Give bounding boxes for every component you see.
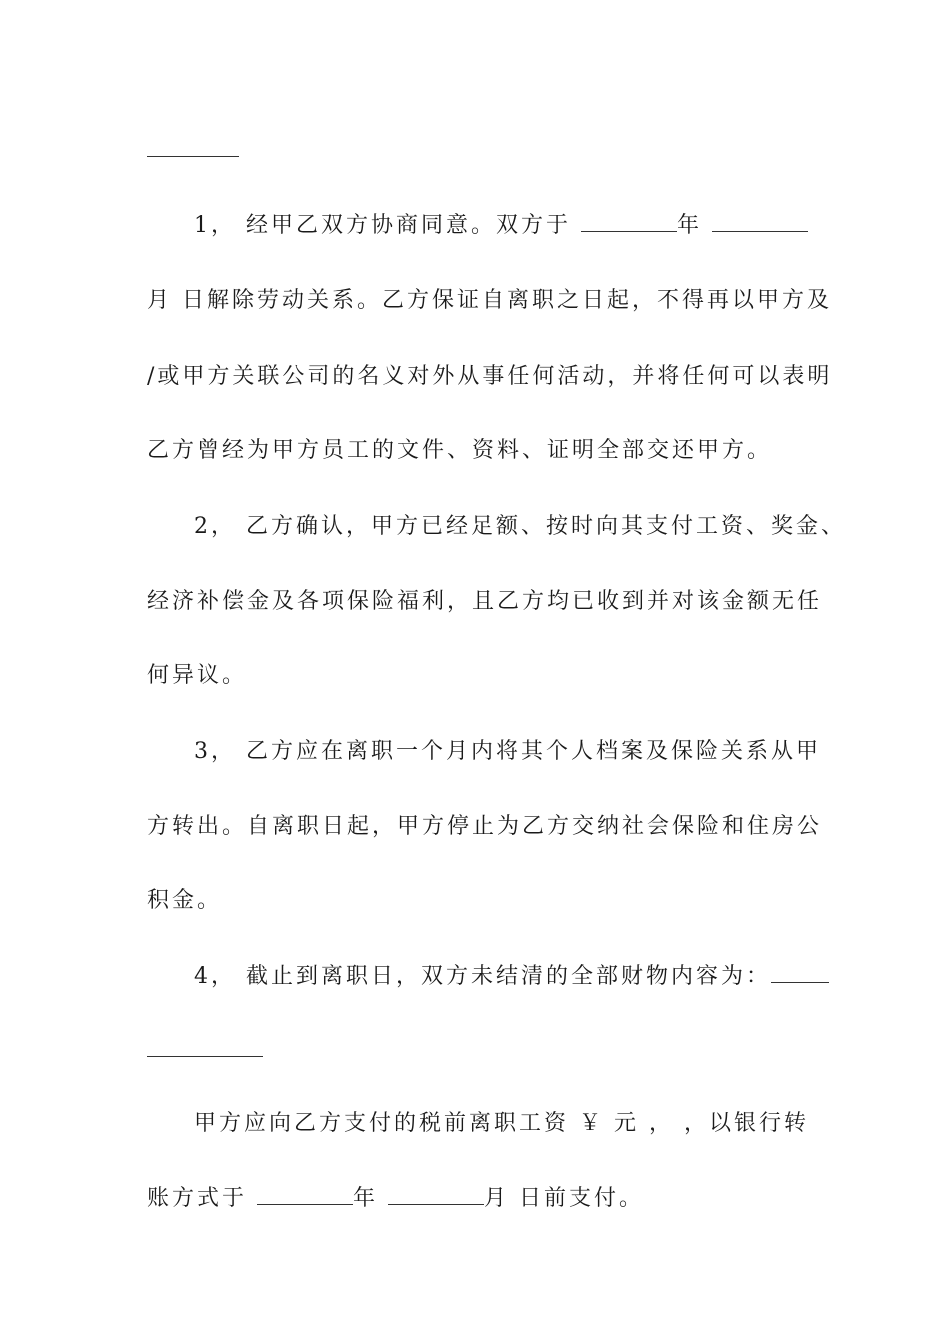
clause-2-line-3: 何异议。 xyxy=(147,663,248,688)
clause-3-line-1: 3， 乙方应在离职一个月内将其个人档案及保险关系从甲 xyxy=(194,739,821,764)
pay-year-blank xyxy=(257,1186,353,1205)
property-blank xyxy=(771,964,829,983)
clause-3-line-2: 方转出。自离职日起，甲方停止为乙方交纳社会保险和住房公 xyxy=(147,814,823,839)
payment-text-a: 账方式于 xyxy=(147,1186,257,1211)
clause-1-line-2: 月 日解除劳动关系。乙方保证自离职之日起，不得再以甲方及 xyxy=(147,288,832,313)
year-label: 年 xyxy=(677,213,712,238)
clause-2-line-1: 2， 乙方确认，甲方已经足额、按时向其支付工资、奖金、 xyxy=(194,514,846,539)
clause-3-line-3: 积金。 xyxy=(147,888,223,913)
blank-line-bottom xyxy=(147,1040,263,1057)
year-blank xyxy=(581,213,677,232)
clause-4-text: 4， 截止到离职日，双方未结清的全部财物内容为： xyxy=(194,964,771,989)
blank-line-top xyxy=(147,140,239,157)
pay-month-blank xyxy=(388,1186,484,1205)
clause-1-line-4: 乙方曾经为甲方员工的文件、资料、证明全部交还甲方。 xyxy=(147,438,773,463)
clause-1-text: 1， 经甲乙双方协商同意。双方于 xyxy=(194,213,581,238)
clause-4-line-1 xyxy=(194,962,829,992)
month-blank xyxy=(712,213,808,232)
clause-1-line-3: /或甲方关联公司的名义对外从事任何活动，并将任何可以表明 xyxy=(147,364,833,389)
clause-2-line-2: 经济补偿金及各项保险福利，且乙方均已收到并对该金额无任 xyxy=(147,589,823,614)
payment-text-c: 月 日前支付。 xyxy=(484,1186,644,1211)
payment-line-1: 甲方应向乙方支付的税前离职工资 ￥ 元 ， ，以银行转 xyxy=(194,1111,809,1136)
clause-1-line-1 xyxy=(194,211,808,241)
payment-line-2 xyxy=(147,1184,644,1214)
pay-year-label: 年 xyxy=(353,1186,388,1211)
